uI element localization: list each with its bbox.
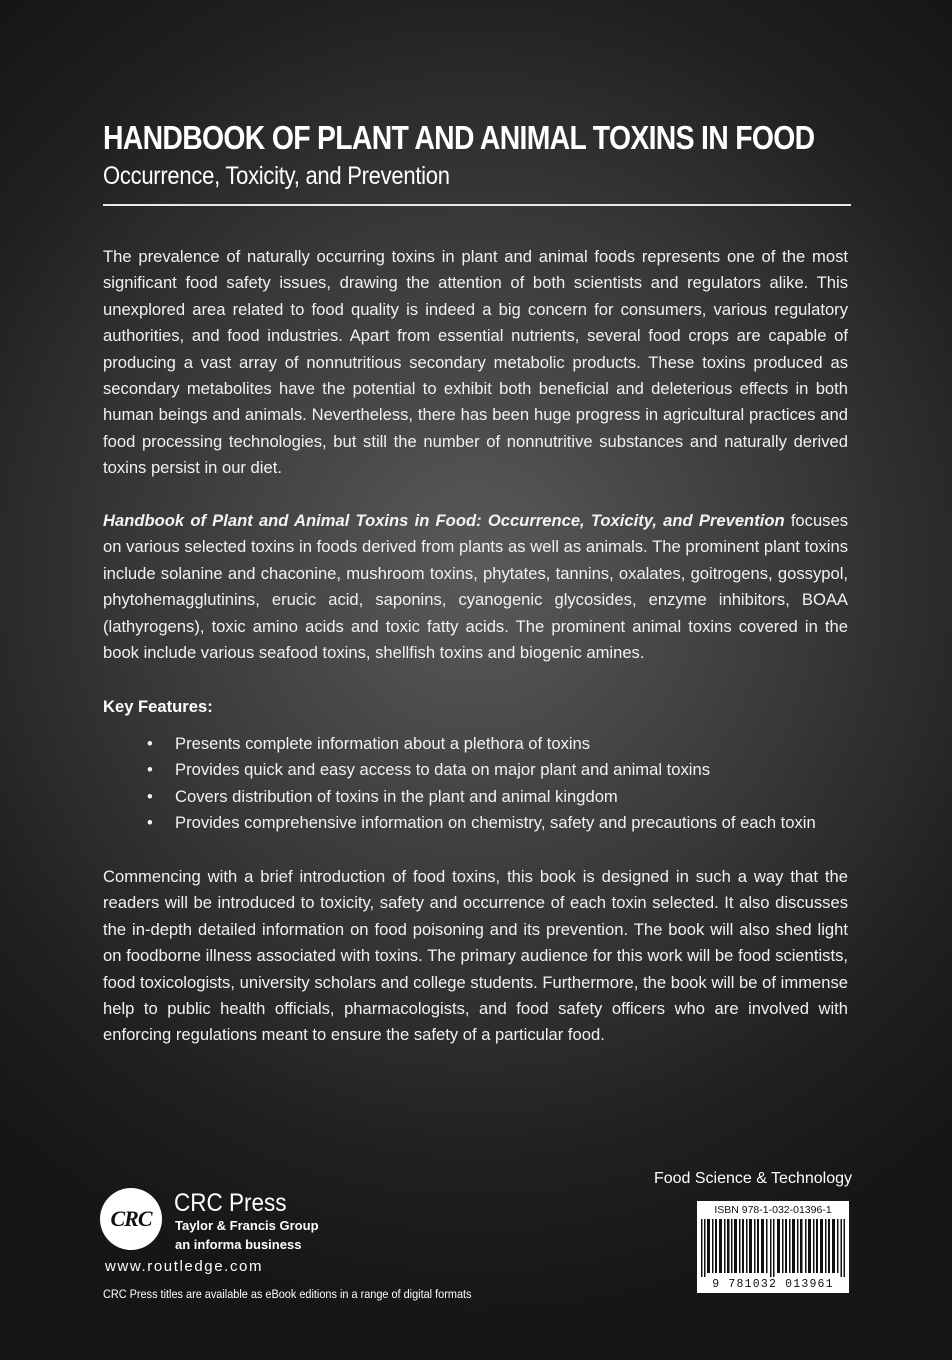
list-item [103, 731, 851, 757]
description-paragraph-1: The prevalence of naturally occurring toxins in plant and animal foods represents one of the most significant food safety issues, drawing the attention of both scientists and regulators alike. This unexplored area related to food quality is indeed a big concern for consumers, various regulatory authorities, and food industries. Apart from essential nutrients, several food crops are capable of producing a vast array of nonnutritious secondary metabolic products. These toxins produced as secondary metabolites have the potential to exhibit both beneficial and deleterious effects in both human beings and animals. Nevertheless, there has been huge progress in agricultural practices and food processing technologies, but still the number of nonnutritive substances and naturally derived toxins persist in our diet. [103, 247, 848, 478]
publisher-website: www.routledge.com [105, 1258, 264, 1275]
bullet-icon: • [147, 813, 153, 833]
feature-text: Provides quick and easy access to data on major plant and animal toxins [175, 760, 710, 780]
list-item [103, 757, 851, 783]
title-divider [103, 204, 851, 206]
barcode-digits: 9 781032 013961 [712, 1278, 834, 1291]
key-features-heading: Key Features: [103, 697, 213, 716]
key-features-list [103, 731, 851, 837]
publisher-name: CRC Press [174, 1189, 287, 1217]
ebook-note: CRC Press titles are available as eBook editions in a range of digital formats [103, 1287, 472, 1301]
publisher-business: an informa business [175, 1237, 302, 1252]
book-title: HANDBOOK OF PLANT AND ANIMAL TOXINS IN FOOD [103, 119, 815, 156]
description-paragraph-3: Commencing with a brief introduction of food toxins, this book is designed in such a way that the readers will be introduced to toxicity, safety and occurrence of each toxin selected. It also discusses the in-depth detailed information on food poisoning and its prevention. The book will also shed light on foodborne illness associated with toxins. The primary audience for this work will be food scientists, food toxicologists, university scholars and college students. Furthermore, the book will be of immense help to public health officials, pharmacologists, and food safety officers who are involved with enforcing regulations meant to ensure the safety of a particular food. [103, 867, 848, 1045]
description-paragraph-2 [103, 508, 848, 666]
book-title-inline: Handbook of Plant and Animal Toxins in Food: Occurrence, Toxicity, and Prevention [103, 511, 785, 530]
list-item [103, 810, 851, 836]
list-item [103, 784, 851, 810]
publisher-group: Taylor & Francis Group [175, 1218, 319, 1233]
isbn-barcode [697, 1201, 849, 1293]
bullet-icon: • [147, 734, 153, 753]
bullet-icon: • [147, 786, 153, 806]
book-subtitle: Occurrence, Toxicity, and Prevention [103, 162, 450, 190]
feature-text: Covers distribution of toxins in the plant and animal kingdom [175, 786, 618, 806]
paragraph-2-text: focuses on various selected toxins in foods derived from plants as well as animals. The prominent plant toxins include solanine and chaconine, mushroom toxins, phytates, tannins, oxalates, goitrogens, gossypol, phytohemagglutinins, erucic acid, saponins, cyanogenic glycosides, enzyme inhibitors, BOAA (lathyrogens), toxic amino acids and toxic fatty acids. The prominent animal toxins covered in the book include various seafood toxins, shellfish toxins and biogenic amines. [103, 511, 848, 663]
isbn-label: ISBN 978-1-032-01396-1 [714, 1204, 832, 1216]
feature-text: Provides comprehensive information on chemistry, safety and precautions of each toxin [175, 813, 816, 833]
bullet-icon: • [147, 760, 153, 780]
crc-logo-icon: CRC [100, 1188, 162, 1250]
barcode-icon [701, 1219, 845, 1277]
subject-category: Food Science & Technology [653, 1170, 852, 1187]
cover-header [103, 117, 851, 193]
feature-text: Presents complete information about a plethora of toxins [175, 734, 591, 753]
